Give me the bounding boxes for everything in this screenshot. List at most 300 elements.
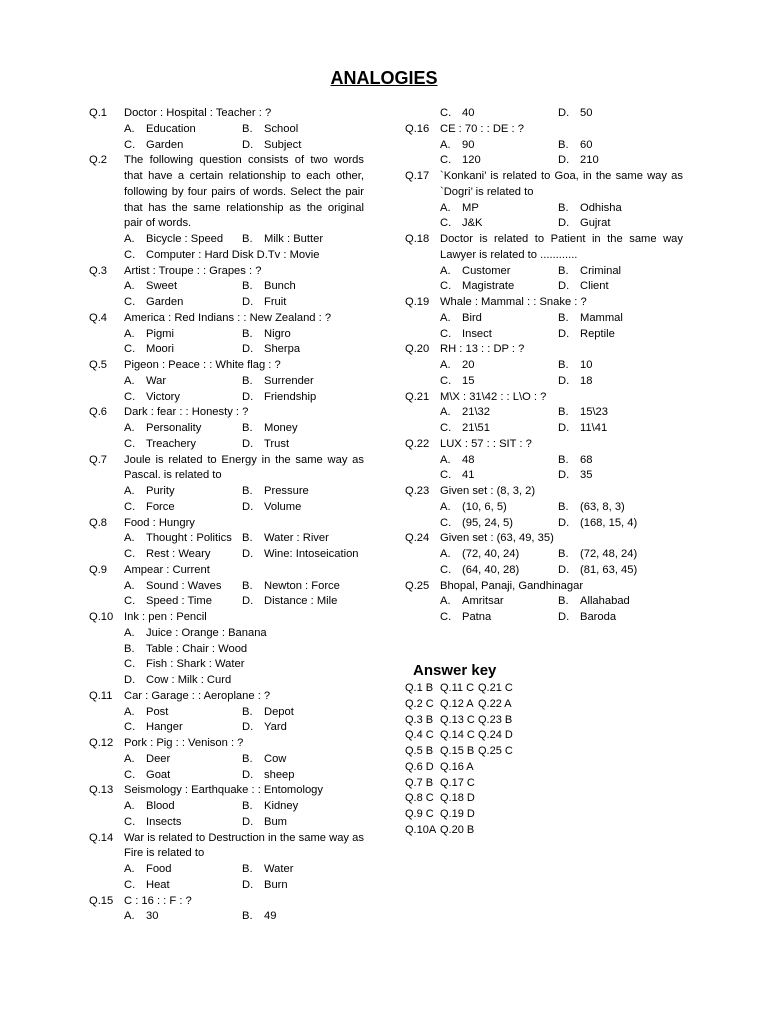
option-text: 18 bbox=[580, 374, 593, 387]
option-left bbox=[124, 720, 183, 736]
option-left bbox=[440, 547, 519, 563]
question-item bbox=[89, 783, 364, 830]
option-row bbox=[440, 421, 683, 437]
option-left bbox=[440, 405, 490, 421]
option-text: Bicycle : Speed bbox=[146, 233, 224, 245]
question-item bbox=[405, 295, 683, 342]
question-number: Q.4 bbox=[89, 311, 108, 324]
option-left bbox=[124, 752, 170, 768]
option-right bbox=[558, 374, 592, 390]
option-text: 120 bbox=[462, 154, 481, 167]
option-row bbox=[124, 500, 364, 516]
question-item bbox=[405, 531, 683, 578]
option-text: Thought : Politics bbox=[146, 532, 232, 545]
option-letter: A. bbox=[440, 264, 451, 277]
option-text: Treachery bbox=[146, 437, 196, 450]
option-text: Goat bbox=[146, 768, 171, 781]
option-letter: B. bbox=[558, 453, 569, 466]
question-number: Q.23 bbox=[405, 485, 430, 497]
answer-key-row bbox=[405, 776, 513, 792]
option-row bbox=[440, 358, 683, 374]
question-number: Q.7 bbox=[89, 453, 108, 466]
option-letter: B. bbox=[558, 595, 569, 608]
option-row bbox=[440, 453, 683, 469]
option-text: (95, 24, 5) bbox=[462, 516, 513, 529]
option-letter: A. bbox=[440, 359, 451, 371]
answer-key-entry: Q.20 B bbox=[440, 823, 475, 836]
question-text: Bhopal, Panaji, Gandhinagar bbox=[440, 579, 584, 592]
right-question-column bbox=[405, 106, 683, 626]
option-text: (81, 63, 45) bbox=[580, 563, 638, 576]
question-number: Q.15 bbox=[89, 894, 114, 907]
option-right bbox=[242, 279, 296, 295]
option-row bbox=[440, 563, 683, 579]
option-text: Moori bbox=[146, 343, 174, 356]
question-item bbox=[89, 311, 364, 358]
question-number: Q.19 bbox=[405, 296, 430, 308]
option-letter: C. bbox=[440, 280, 452, 293]
option-letter: B. bbox=[242, 280, 253, 293]
answer-key-entry: Q.6 D bbox=[405, 760, 434, 773]
option-row bbox=[124, 138, 364, 154]
option-left bbox=[124, 279, 177, 295]
option-text: Magistrate bbox=[462, 280, 515, 293]
option-left bbox=[440, 358, 474, 374]
answer-key-row bbox=[405, 744, 513, 760]
option-row bbox=[440, 106, 683, 122]
option-letter: B. bbox=[242, 233, 253, 245]
option-text: 15\23 bbox=[580, 406, 608, 419]
option-left bbox=[440, 500, 507, 516]
option-left bbox=[440, 468, 474, 484]
option-letter: A. bbox=[440, 500, 451, 513]
option-letter: A. bbox=[124, 233, 135, 245]
option-left bbox=[440, 594, 504, 610]
answer-key-entry: Q.18 D bbox=[440, 792, 475, 805]
answer-key-row bbox=[405, 807, 513, 823]
option-left bbox=[440, 279, 514, 295]
option-text: Hanger bbox=[146, 721, 183, 734]
option-text: Force bbox=[146, 500, 175, 513]
option-text: MP bbox=[462, 201, 479, 214]
option-text: Pressure bbox=[264, 485, 309, 497]
option-row bbox=[440, 516, 683, 532]
option-right bbox=[242, 705, 294, 721]
option-letter: D. bbox=[242, 138, 254, 151]
question-item bbox=[405, 342, 683, 389]
answer-key-entry: Q.14 C bbox=[440, 729, 475, 742]
option-letter: A. bbox=[440, 453, 451, 466]
option-letter: A. bbox=[124, 485, 135, 497]
option-text: J&K bbox=[462, 217, 483, 230]
option-right bbox=[558, 216, 610, 232]
answer-key-entry: Q.23 B bbox=[478, 713, 513, 726]
option-letter: C. bbox=[440, 563, 452, 576]
option-text: 21\32 bbox=[462, 406, 490, 419]
option-letter: B. bbox=[242, 910, 253, 923]
question-item bbox=[405, 484, 683, 531]
option-right bbox=[558, 264, 621, 280]
question-number: Q.24 bbox=[405, 532, 430, 545]
option-text: Volume bbox=[264, 500, 302, 513]
option-row bbox=[440, 500, 683, 516]
option-text: Speed : Time bbox=[146, 595, 212, 608]
option-right bbox=[242, 594, 337, 610]
question-number: Q.17 bbox=[405, 170, 430, 182]
option-text: 20 bbox=[462, 359, 475, 371]
question-text: Doctor is related to Patient in the same way Lawyer is related to ............ bbox=[440, 233, 683, 261]
option-left bbox=[440, 201, 479, 217]
option-left bbox=[440, 563, 519, 579]
option-row bbox=[124, 279, 364, 295]
option-left bbox=[124, 594, 212, 610]
option-left bbox=[124, 342, 174, 358]
question-item bbox=[89, 689, 364, 736]
option-letter: A. bbox=[124, 422, 135, 434]
option-text: 48 bbox=[462, 453, 475, 466]
option-letter: D. bbox=[242, 390, 254, 403]
option-text: 60 bbox=[580, 138, 593, 151]
question-item bbox=[89, 106, 364, 153]
option-left bbox=[124, 500, 175, 516]
option-letter: B. bbox=[242, 800, 253, 812]
option-text: Surrender bbox=[264, 374, 314, 387]
option-letter: D. bbox=[558, 469, 570, 482]
option-left bbox=[124, 705, 168, 721]
option-letter: C. bbox=[124, 768, 136, 781]
option-row bbox=[440, 201, 683, 217]
option-letter: C. bbox=[440, 107, 452, 119]
question-item bbox=[89, 264, 364, 311]
option-letter: C. bbox=[124, 595, 136, 608]
option-row bbox=[124, 484, 364, 500]
question-number: Q.8 bbox=[89, 516, 108, 529]
option-text: Reptile bbox=[580, 327, 615, 340]
option-left bbox=[124, 295, 183, 311]
question-text: Given set : (63, 49, 35) bbox=[440, 532, 554, 545]
question-text: Joule is related to Energy in the same way as Pascal. is related to bbox=[124, 453, 364, 482]
option-text: 50 bbox=[580, 107, 593, 119]
question-text: Food : Hungry bbox=[124, 516, 195, 529]
option-letter: C. bbox=[124, 658, 136, 671]
option-row bbox=[124, 752, 364, 768]
option-right bbox=[242, 421, 298, 437]
option-text: (63, 8, 3) bbox=[580, 500, 625, 513]
option-letter: C. bbox=[124, 721, 136, 734]
option-letter: C. bbox=[440, 217, 452, 230]
question-item bbox=[405, 169, 683, 232]
option-text: (72, 40, 24) bbox=[462, 548, 520, 560]
option-row bbox=[124, 642, 364, 658]
option-right bbox=[558, 421, 607, 437]
option-left bbox=[440, 516, 513, 532]
question-text: LUX : 57 : : SIT : ? bbox=[440, 437, 532, 450]
option-left bbox=[124, 484, 175, 500]
option-text: Sweet bbox=[146, 280, 178, 293]
option-letter: B. bbox=[558, 311, 569, 324]
option-row bbox=[124, 390, 364, 406]
question-item bbox=[89, 736, 364, 783]
option-text: Burn bbox=[264, 878, 288, 891]
option-right bbox=[242, 295, 286, 311]
option-row bbox=[124, 122, 364, 138]
answer-key-entry: Q.16 A bbox=[440, 760, 474, 773]
option-letter: A. bbox=[440, 595, 451, 608]
option-left bbox=[440, 106, 474, 122]
option-letter: D. bbox=[242, 548, 254, 560]
option-row bbox=[124, 815, 364, 831]
option-text: Yard bbox=[264, 721, 287, 734]
option-row bbox=[440, 138, 683, 154]
option-text: Newton : Force bbox=[264, 579, 340, 592]
question-text: Pigeon : Peace : : White flag : ? bbox=[124, 359, 281, 371]
question-number: Q.9 bbox=[89, 563, 108, 576]
option-letter: C. bbox=[124, 437, 136, 450]
option-letter: B. bbox=[242, 327, 253, 340]
option-letter: B. bbox=[558, 201, 569, 214]
question-item bbox=[89, 894, 364, 926]
option-text: Patna bbox=[462, 611, 492, 623]
option-row bbox=[440, 547, 683, 563]
question-item bbox=[89, 831, 364, 894]
question-number: Q.11 bbox=[89, 689, 113, 702]
question-number: Q.5 bbox=[89, 359, 108, 371]
option-letter: C. bbox=[124, 500, 136, 513]
option-text: Bum bbox=[264, 815, 288, 828]
option-right bbox=[242, 909, 276, 925]
option-text: War bbox=[146, 374, 167, 387]
question-text: America : Red Indians : : New Zealand : ? bbox=[124, 311, 332, 324]
question-item bbox=[89, 405, 364, 452]
option-right bbox=[242, 579, 340, 595]
option-letter: D. bbox=[558, 422, 570, 434]
option-text: 41 bbox=[462, 469, 475, 482]
option-left bbox=[124, 878, 170, 894]
option-left bbox=[440, 311, 482, 327]
option-right bbox=[558, 500, 625, 516]
answer-key-entry: Q.2 C bbox=[405, 697, 434, 710]
option-row bbox=[124, 799, 364, 815]
option-text: Insects bbox=[146, 815, 182, 828]
option-text: Juice : Orange : Banana bbox=[146, 626, 267, 639]
option-row bbox=[124, 768, 364, 784]
question-text: Artist : Troupe : : Grapes : ? bbox=[124, 264, 262, 277]
option-letter: B. bbox=[242, 863, 253, 875]
question-item bbox=[89, 610, 364, 689]
option-letter: D. bbox=[242, 595, 254, 608]
answer-key-rows bbox=[405, 681, 513, 839]
option-text: Water : River bbox=[264, 532, 329, 545]
answer-key-row bbox=[405, 791, 513, 807]
option-letter: B. bbox=[242, 579, 253, 592]
option-row bbox=[124, 579, 364, 595]
option-text: Amritsar bbox=[462, 595, 504, 608]
answer-key-row bbox=[405, 728, 513, 744]
answer-key-row bbox=[405, 681, 513, 697]
option-text: Table : Chair : Wood bbox=[146, 642, 248, 655]
option-text: Victory bbox=[146, 390, 180, 403]
option-right bbox=[242, 374, 314, 390]
question-number: Q.14 bbox=[89, 831, 114, 844]
answer-key-entry: Q.3 B bbox=[405, 713, 434, 726]
question-text: M\X : 31\42 : : L\O : ? bbox=[440, 390, 547, 403]
option-row bbox=[124, 909, 364, 925]
option-row bbox=[124, 531, 364, 547]
option-row bbox=[124, 626, 364, 642]
question-text: Dark : fear : : Honesty : ? bbox=[124, 406, 249, 419]
option-row bbox=[124, 657, 364, 673]
option-right bbox=[558, 405, 608, 421]
option-row bbox=[124, 248, 364, 264]
option-letter: D. bbox=[558, 374, 570, 387]
option-left bbox=[124, 815, 181, 831]
option-letter: D. bbox=[242, 721, 254, 734]
answer-key-entry: Q.4 C bbox=[405, 729, 434, 742]
option-right bbox=[242, 547, 359, 563]
option-text: Distance : Mile bbox=[264, 595, 338, 608]
option-left bbox=[124, 374, 166, 390]
option-text: 210 bbox=[580, 154, 599, 167]
option-letter: A. bbox=[124, 122, 135, 135]
option-text: Garden bbox=[146, 138, 184, 151]
answer-key-entry: Q.7 B bbox=[405, 776, 434, 789]
option-row bbox=[124, 878, 364, 894]
option-text: Personality bbox=[146, 422, 202, 434]
option-letter: D. bbox=[558, 327, 570, 340]
question-text: Car : Garage : : Aeroplane : ? bbox=[124, 689, 271, 702]
option-text: Blood bbox=[146, 800, 175, 812]
option-row bbox=[440, 216, 683, 232]
option-letter: C. bbox=[440, 154, 452, 167]
option-letter: B. bbox=[558, 406, 569, 419]
option-left bbox=[440, 327, 492, 343]
option-letter: D. bbox=[242, 878, 254, 891]
option-letter: B. bbox=[242, 122, 253, 135]
option-text: Insect bbox=[462, 327, 492, 340]
option-left bbox=[124, 862, 172, 878]
answer-key-entry: Q.9 C bbox=[405, 808, 434, 820]
option-text: Odhisha bbox=[580, 201, 622, 214]
option-letter: B. bbox=[242, 374, 253, 387]
option-row bbox=[124, 232, 364, 248]
option-letter: D. bbox=[558, 280, 570, 293]
option-letter: D. bbox=[558, 217, 570, 230]
option-left bbox=[124, 138, 183, 154]
option-left bbox=[124, 768, 170, 784]
option-letter: B. bbox=[558, 138, 569, 151]
option-row bbox=[124, 594, 364, 610]
answer-key-row bbox=[405, 823, 513, 839]
question-item bbox=[89, 153, 364, 263]
option-text: 11\41 bbox=[580, 422, 608, 434]
option-row bbox=[124, 437, 364, 453]
option-right bbox=[558, 153, 599, 169]
option-row bbox=[124, 705, 364, 721]
option-left bbox=[440, 264, 511, 280]
option-left bbox=[124, 232, 223, 248]
option-letter: C. bbox=[124, 390, 136, 403]
answer-key-entry: Q.12 A bbox=[440, 697, 474, 710]
option-text: Gujrat bbox=[580, 217, 611, 230]
option-letter: D. bbox=[558, 563, 570, 576]
left-question-column bbox=[89, 106, 364, 925]
answer-key-entry: Q.19 D bbox=[440, 808, 475, 820]
option-text: Depot bbox=[264, 705, 294, 718]
question-text: War is related to Destruction in the same way as Fire is related to bbox=[124, 831, 364, 860]
option-row bbox=[124, 421, 364, 437]
option-letter: C. bbox=[124, 248, 136, 261]
option-letter: D. bbox=[124, 674, 136, 686]
option-text: Friendship bbox=[264, 390, 317, 403]
option-left bbox=[124, 547, 210, 563]
option-letter: C. bbox=[440, 374, 452, 387]
option-right bbox=[558, 279, 609, 295]
option-text: (168, 15, 4) bbox=[580, 516, 638, 529]
option-text: (10, 6, 5) bbox=[462, 500, 507, 513]
option-text: 21\51 bbox=[462, 422, 490, 434]
option-right bbox=[558, 516, 637, 532]
option-letter: B. bbox=[242, 752, 253, 765]
answer-key-title: Answer key bbox=[413, 662, 497, 679]
option-letter: D. bbox=[242, 437, 254, 450]
option-letter: A. bbox=[440, 548, 451, 560]
option-right bbox=[558, 610, 616, 626]
option-letter: C. bbox=[124, 343, 136, 356]
answer-key-entry: Q.17 C bbox=[440, 776, 475, 789]
question-number: Q.25 bbox=[405, 579, 430, 592]
option-text: Sound : Waves bbox=[146, 579, 222, 592]
option-text: 40 bbox=[462, 107, 475, 119]
option-letter: D. bbox=[242, 343, 254, 356]
option-text: Client bbox=[580, 280, 609, 293]
option-row bbox=[440, 610, 683, 626]
option-right bbox=[558, 358, 592, 374]
option-left bbox=[124, 909, 158, 925]
answer-key-entry: Q.11 C bbox=[440, 682, 475, 694]
answer-key-row bbox=[405, 760, 513, 776]
option-text: School bbox=[264, 122, 299, 135]
question-number: Q.12 bbox=[89, 737, 114, 749]
option-row bbox=[440, 374, 683, 390]
option-right bbox=[242, 878, 288, 894]
option-text: Deer bbox=[146, 752, 171, 765]
page-title: ANALOGIES bbox=[330, 68, 438, 88]
option-letter: D. bbox=[242, 815, 254, 828]
option-text: Cow : Milk : Curd bbox=[146, 674, 232, 686]
option-text: Fruit bbox=[264, 296, 287, 308]
option-row bbox=[440, 327, 683, 343]
option-text: Rest : Weary bbox=[146, 548, 211, 560]
question-text: The following question consists of two words that have a certain relationship to each other, following by four pairs of words. Select the pair that has the same relationship as the original pair of words. bbox=[124, 154, 364, 230]
option-letter: D. bbox=[242, 500, 254, 513]
option-right bbox=[558, 106, 592, 122]
option-text: Education bbox=[146, 122, 196, 135]
answer-key-entry: Q.21 C bbox=[478, 682, 513, 694]
option-row bbox=[124, 342, 364, 358]
option-letter: C. bbox=[440, 327, 452, 340]
option-letter: C. bbox=[124, 878, 136, 891]
question-number: Q.3 bbox=[89, 264, 108, 277]
option-text: 49 bbox=[264, 910, 277, 923]
option-left bbox=[124, 390, 180, 406]
option-text: 68 bbox=[580, 453, 593, 466]
option-letter: D. bbox=[242, 296, 254, 308]
answer-key-entry: Q.5 B bbox=[405, 745, 434, 757]
option-letter: B. bbox=[242, 485, 253, 497]
option-letter: C. bbox=[124, 138, 136, 151]
question-text: Doctor : Hospital : Teacher : ? bbox=[124, 107, 272, 119]
option-text: 35 bbox=[580, 469, 593, 482]
